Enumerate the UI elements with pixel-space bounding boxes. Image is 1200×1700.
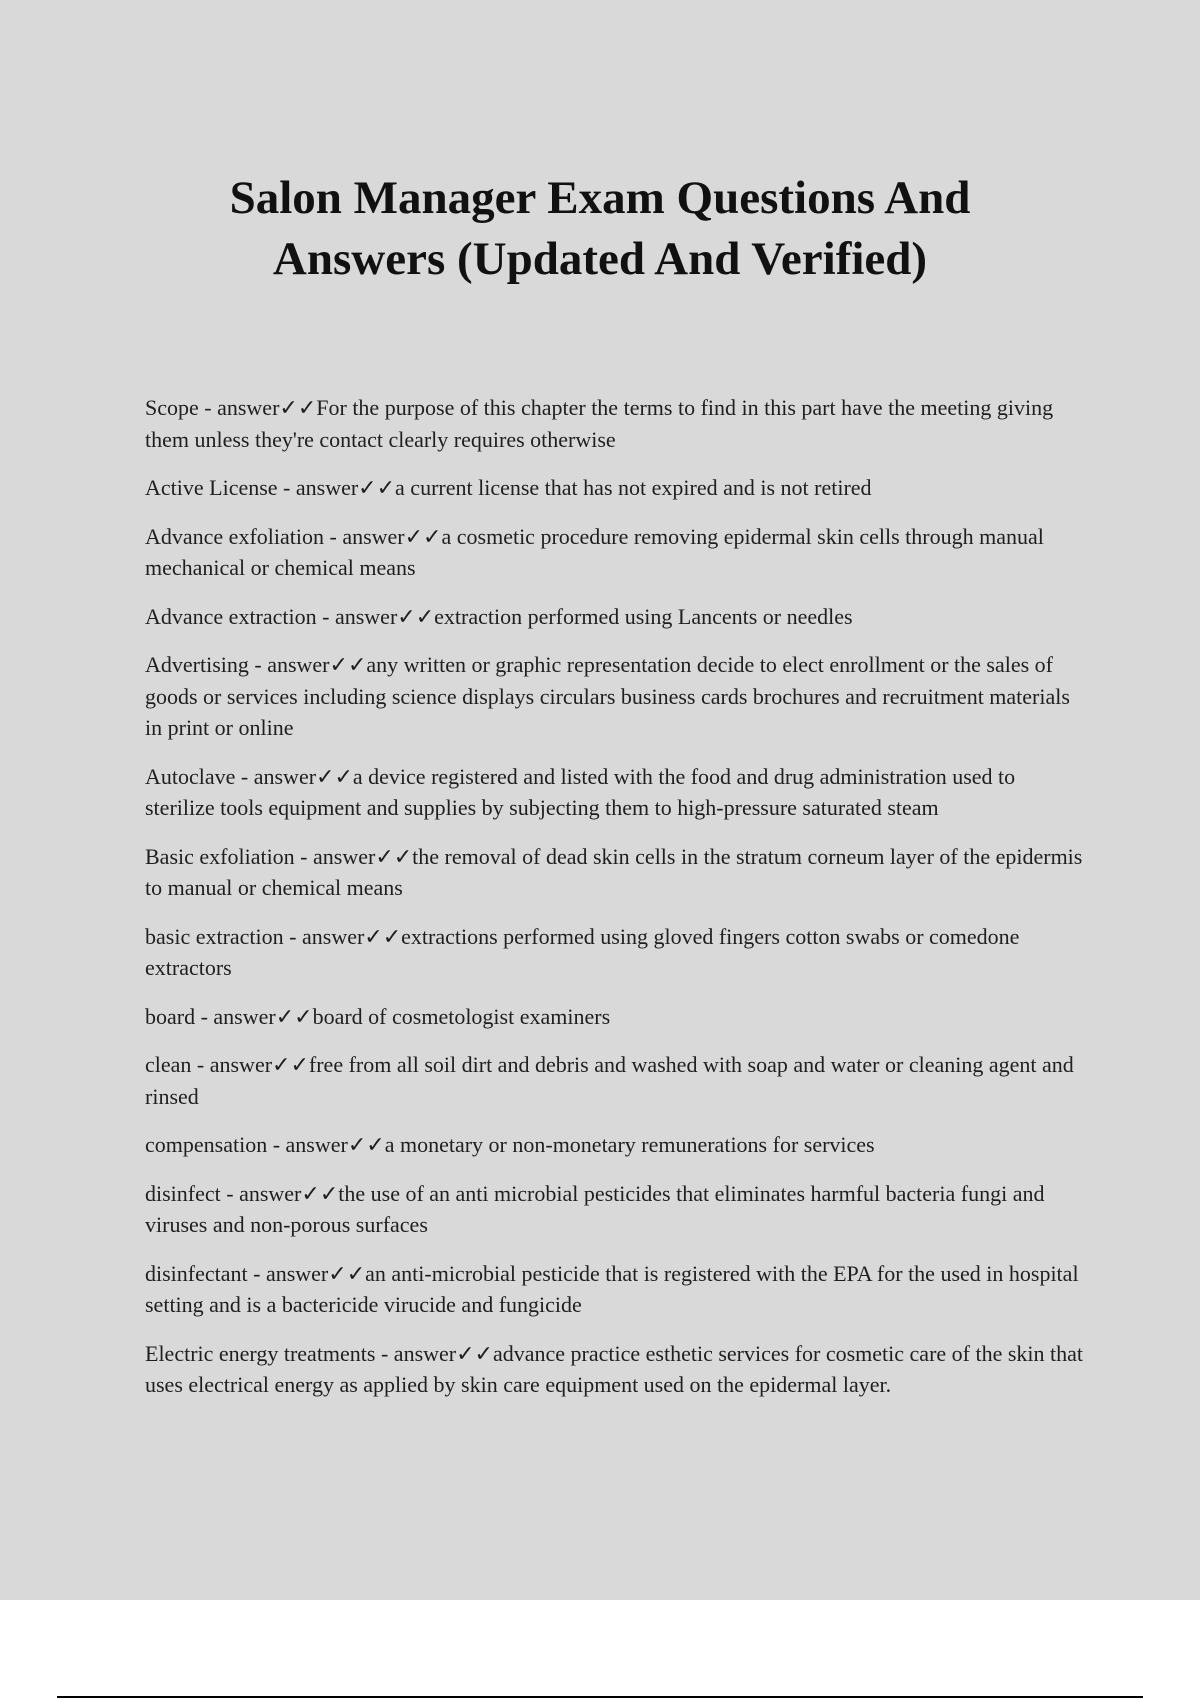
qa-entry-clean: clean - answer✓✓free from all soil dirt and debris and washed with soap and water or cleaning agent and rinsed xyxy=(145,1052,1074,1109)
qa-entry-basic-extraction: basic extraction - answer✓✓extractions performed using gloved fingers cotton swabs or comedone extractors xyxy=(145,923,1020,980)
qa-entry-compensation: compensation - answer✓✓a monetary or non-monetary remunerations for services xyxy=(145,1132,875,1157)
qa-entry-board: board - answer✓✓board of cosmetologist examiners xyxy=(145,1003,611,1029)
qa-entry-autoclave: Autoclave - answer✓✓a device registered and listed with the food and drug administration used to sterilize tools equipment and supplies by subjecting them to high-pressure saturated steam xyxy=(145,763,1016,820)
page-footer-divider xyxy=(57,1696,1143,1698)
qa-entry-disinfectant: disinfectant - answer✓✓an anti-microbial pesticide that is registered with the EPA for the used in hospital setting and is a bactericide virucide and fungicide xyxy=(145,1260,1079,1317)
document-title: Salon Manager Exam Questions And Answers (Updated And Verified) xyxy=(229,172,971,285)
qa-entry-scope: Scope - answer✓✓For the purpose of this chapter the terms to find in this part have the meeting giving them unless they're contact clearly requires otherwise xyxy=(145,395,1054,452)
qa-list xyxy=(145,392,1090,1418)
qa-entry-advance-exfoliation: Advance exfoliation - answer✓✓a cosmetic procedure removing epidermal skin cells through manual mechanical or chemical means xyxy=(145,523,1044,580)
qa-entry-basic-exfoliation: Basic exfoliation - answer✓✓the removal of dead skin cells in the stratum corneum layer of the epidermis to manual or chemical means xyxy=(145,843,1083,900)
qa-entry-active-license: Active License - answer✓✓a current license that has not expired and is not retired xyxy=(145,475,872,500)
qa-entry-advertising: Advertising - answer✓✓any written or graphic representation decide to elect enrollment or the sales of goods or services including science displays circulars business cards brochures and recruitment materials in print or online xyxy=(145,652,1070,740)
qa-entry-electric-energy-treatments: Electric energy treatments - answer✓✓advance practice esthetic services for cosmetic care of the skin that uses electrical energy as applied by skin care equipment used on the epidermal layer. xyxy=(145,1340,1084,1397)
qa-entry-advance-extraction: Advance extraction - answer✓✓extraction performed using Lancents or needles xyxy=(145,603,853,629)
qa-entry-disinfect: disinfect - answer✓✓the use of an anti microbial pesticides that eliminates harmful bacteria fungi and viruses and non-porous surfaces xyxy=(145,1180,1045,1237)
